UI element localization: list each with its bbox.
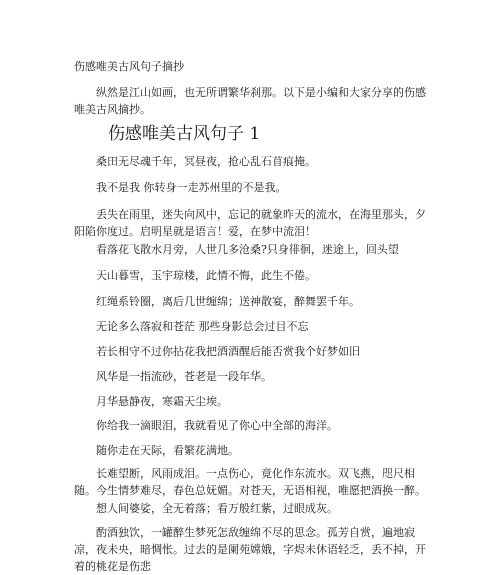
paragraph-11: 你给我一滴眼泪，我就看见了你心中全部的海洋。 <box>96 419 338 432</box>
section-heading: 伤感唯美古风句子 1 <box>108 124 261 144</box>
paragraph-4: 看落花飞散水月旁，人世几多沧桑?只身徘徊，迷途上，回头望 <box>96 243 399 256</box>
paragraph-1: 桑田无尽魂千年，冥昼夜，抢心乱石苜痕掩。 <box>96 155 316 168</box>
paragraph-15: 酌酒独饮，一罐醉生梦死怎敌缠绵不尽的思念。孤芳自赏，遍地寂凉，夜未央，暗惆怅。过去的是阑苑嫦娥，字烬未休语轻乏，丢不掉，开着的桃花是伤悲 <box>74 526 426 573</box>
paragraph-10: 月华悬静夜，寒霜天尘埃。 <box>96 395 228 408</box>
paragraph-13: 长难望断，风雨成泪。一点伤心，竟化作东流水。双飞燕，咫尺相随。今生情梦难尽，春色总妩媚。对苍天，无语相视，唯愿把酒换一醉。 <box>74 467 426 497</box>
paragraph-9: 风华是一指流砂，苍老是一段年华。 <box>96 370 272 383</box>
paragraph-5: 天山暮雪，玉宇琼楼，此情不悔，此生不倦。 <box>96 269 316 282</box>
paragraph-3: 丢失在雨里，迷失向风中，忘记的就象昨天的流水，在海里那头，夕阳陷你度过。启明星就是语言！爱，在梦中流泪！ <box>74 208 426 238</box>
paragraph-6: 红绳系铃圈，离后几世缠绵；送神散宴，醉舞罢千年。 <box>96 295 360 308</box>
document-title: 伤感唯美古风句子摘抄 <box>74 60 184 73</box>
paragraph-7: 无论多么落寂和苍茫 那些身影总会过目不忘 <box>96 320 309 333</box>
paragraph-12: 随你走在天际，看繁花满地。 <box>96 444 239 457</box>
paragraph-2: 我不是我 你转身一走苏州里的不是我。 <box>96 181 287 194</box>
intro-paragraph: 纵然是江山如画，也无所谓繁华刹那。以下是小编和大家分享的伤感唯美古风摘抄。 <box>74 86 426 116</box>
paragraph-8: 若长相守不过你拈花我把酒酒醒后能否赏我个好梦如旧 <box>96 345 360 358</box>
paragraph-14: 想人间婆娑，全无着落；看万般红紫，过眼成灰。 <box>96 502 338 515</box>
